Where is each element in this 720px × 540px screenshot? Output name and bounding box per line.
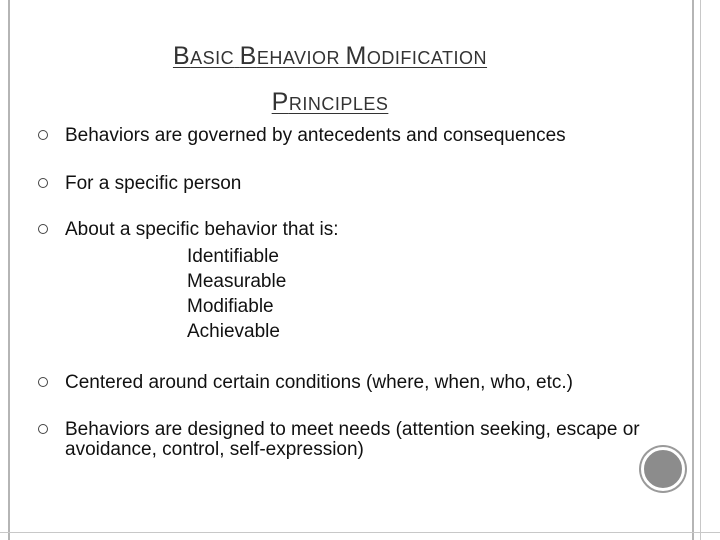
- bullet-circle-icon: [38, 130, 48, 140]
- bullet-list: [38, 126, 658, 460]
- bullet-circle-icon: [38, 424, 48, 434]
- bottom-frame-line: [0, 532, 720, 533]
- title-cap-letter: B: [172, 42, 191, 70]
- title-cap-letter: M: [345, 42, 367, 70]
- bullet-item: [38, 420, 658, 460]
- bullet-item: [38, 373, 658, 393]
- title-line-1: [60, 34, 600, 80]
- right-frame-line: [692, 0, 694, 540]
- criteria-item: Achievable: [187, 321, 280, 342]
- bullet-text: Centered around certain conditions (where, when, who, etc.): [65, 372, 573, 393]
- title-cap-letter: P: [271, 88, 289, 116]
- bullet-item: [38, 220, 658, 344]
- title-word-rest: EHAVIOR: [256, 48, 341, 68]
- title-word-rest: ODIFICATION: [366, 48, 488, 68]
- title-line-2: [60, 80, 600, 126]
- bullet-text: For a specific person: [65, 173, 242, 194]
- decorative-circle-icon: [641, 447, 685, 491]
- bullet-item: [38, 174, 658, 194]
- title-cap-letter: B: [239, 42, 257, 70]
- right-frame-inner-line: [700, 0, 701, 540]
- bullet-text: Behaviors are designed to meet needs (attention seeking, escape or avoidance, control, self-expression): [65, 419, 640, 460]
- bullet-circle-icon: [38, 377, 48, 387]
- criteria-item: Modifiable: [187, 296, 274, 317]
- title-word-rest: RINCIPLES: [288, 94, 389, 114]
- behavior-criteria-list: [65, 244, 658, 344]
- bullet-text: Behaviors are governed by antecedents and consequences: [65, 125, 566, 146]
- bullet-circle-icon: [38, 224, 48, 234]
- bullet-text: About a specific behavior that is:: [65, 219, 339, 240]
- slide-title: [60, 34, 600, 126]
- bullet-item: [38, 126, 658, 146]
- title-word-rest: ASIC: [190, 48, 235, 68]
- criteria-item: Identifiable: [187, 246, 279, 267]
- bullet-circle-icon: [38, 178, 48, 188]
- left-frame-line: [8, 0, 10, 540]
- criteria-item: Measurable: [187, 271, 287, 292]
